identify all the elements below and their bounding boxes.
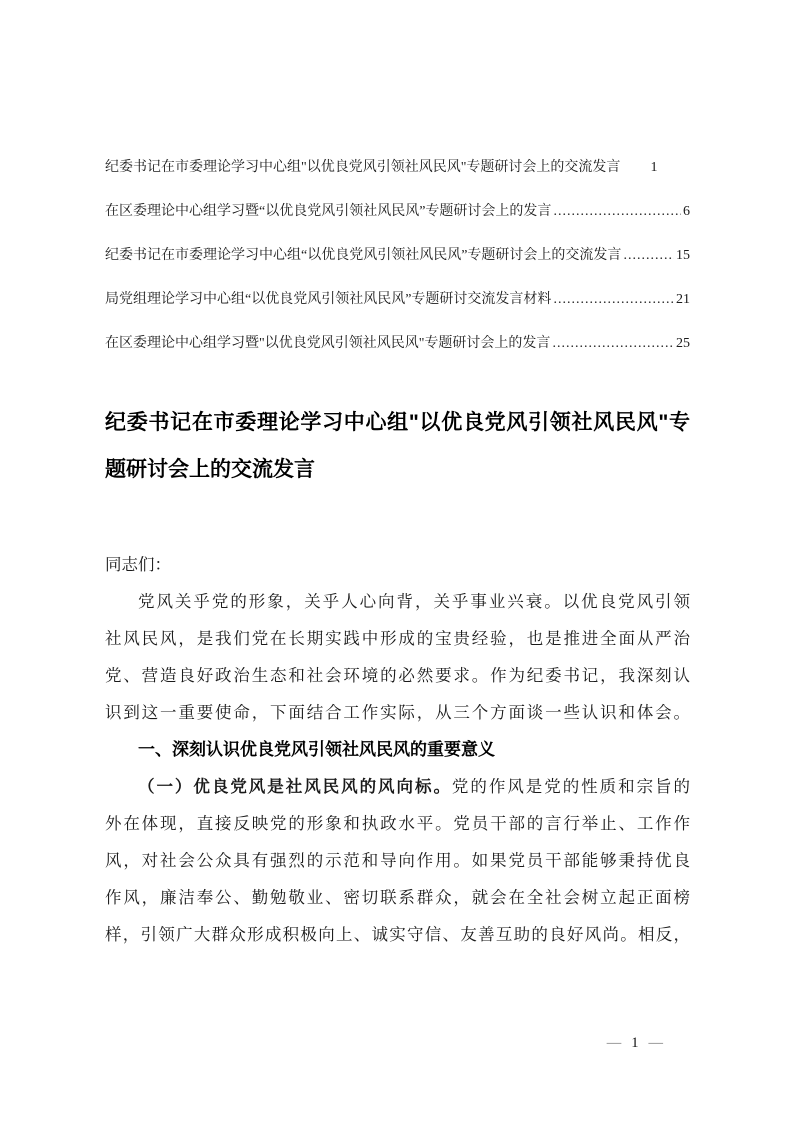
body-line: 作风，廉洁奉公、勤勉敬业、密切联系群众，就会在全社会树立起正面榜 [105, 888, 690, 907]
toc-page-number: 21 [676, 292, 690, 307]
toc-entry-title: 纪委书记在市委理论学习中心组“以优良党风引领社风民风”专题研讨会上的交流发言 [105, 248, 622, 263]
toc-entry[interactable] [105, 246, 690, 266]
body-line-text: 党的作风是党的性质和宗旨的 [451, 777, 691, 796]
toc-page-number: 15 [676, 248, 690, 263]
toc-page-number: 25 [676, 336, 690, 351]
body-line: 样，引领广大群众形成积极向上、诚实守信、友善互助的良好风尚。相反， [105, 925, 690, 944]
table-of-contents [105, 0, 690, 354]
subsection-bold-lead: （一）优良党风是社风民风的风向标。 [138, 777, 452, 796]
body-line: 外在体现，直接反映党的形象和执政水平。党员干部的言行举止、工作作 [105, 814, 690, 833]
toc-page-number: 6 [683, 204, 690, 219]
toc-entry[interactable] [105, 158, 690, 178]
body-line: 党风关乎党的形象，关乎人心向背，关乎事业兴衰。以优良党风引领 [138, 592, 690, 611]
toc-entry[interactable] [105, 334, 690, 354]
body-line: 社风民风，是我们党在长期实践中形成的宝贵经验，也是推进全面从严治 [105, 629, 690, 648]
footer-dash: — [648, 1035, 663, 1051]
toc-page-number: 1 [650, 160, 658, 175]
page-footer [607, 1034, 663, 1052]
body-line [105, 768, 690, 805]
toc-entry-title: 纪委书记在市委理论学习中心组"以优良党风引领社风民风"专题研讨会上的交流发言 [105, 160, 621, 175]
toc-entry[interactable] [105, 202, 690, 222]
body-line: 风，对社会公众具有强烈的示范和导向作用。如果党员干部能够秉持优良 [105, 851, 690, 870]
page-content [105, 0, 690, 953]
toc-entry-title: 在区委理论中心组学习暨“以优良党风引领社风民风”专题研讨会上的发言 [105, 204, 552, 219]
toc-leader-dots [623, 246, 674, 266]
toc-entry-title: 局党组理论学习中心组“以优良党风引领社风民风”专题研讨交流发言材料 [105, 292, 552, 307]
document-body [105, 546, 690, 953]
body-line: 识到这一重要使命，下面结合工作实际，从三个方面谈一些认识和体会。 [105, 703, 690, 722]
footer-dash: — [606, 1035, 622, 1051]
page-number: 1 [631, 1035, 639, 1051]
toc-leader-dots [552, 334, 674, 354]
section-heading: 一、深刻认识优良党风引领社风民风的重要意义 [138, 740, 495, 759]
body-line: 党、营造良好政治生态和社会环境的必然要求。作为纪委书记，我深刻认 [105, 666, 690, 685]
salutation: 同志们： [105, 555, 171, 574]
document-title: 纪委书记在市委理论学习中心组"以优良党风引领社风民风"专题研讨会上的交流发言 [105, 411, 690, 481]
toc-leader-dots [553, 290, 674, 310]
toc-entry[interactable] [105, 290, 690, 310]
toc-entry-title: 在区委理论中心组学习暨"以优良党风引领社风民风"专题研讨会上的发言 [105, 336, 551, 351]
toc-leader-dots [553, 202, 681, 222]
